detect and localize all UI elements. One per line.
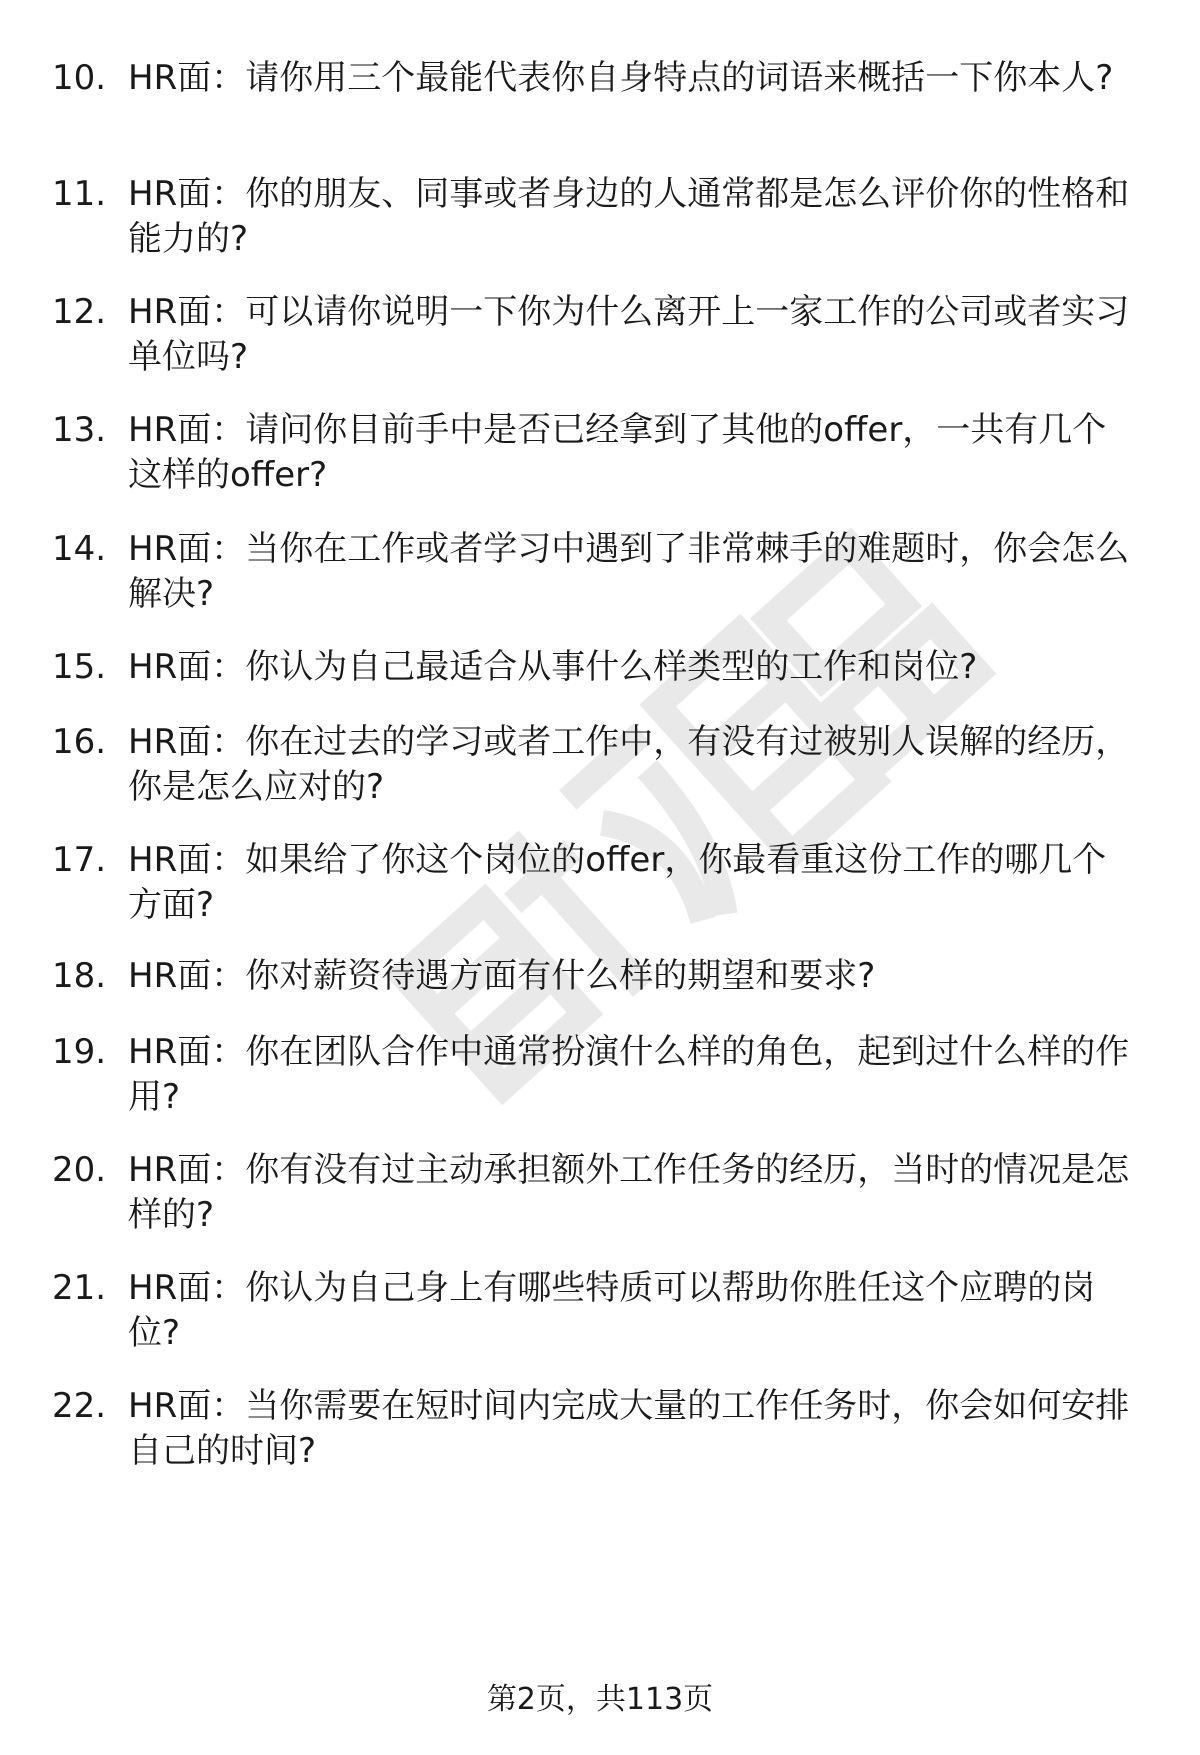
question-number: 16. — [52, 722, 107, 762]
question-text: HR面：当你需要在短时间内完成大量的工作任务时，你会如何安排自己的时间? — [128, 1386, 1130, 1471]
question-number: 14. — [52, 529, 107, 569]
question-text: HR面：你有没有过主动承担额外工作任务的经历，当时的情况是怎样的? — [128, 1150, 1130, 1235]
question-text: HR面：你的朋友、同事或者身边的人通常都是怎么评价你的性格和能力的? — [128, 174, 1130, 259]
question-number: 22. — [52, 1386, 107, 1426]
page-footer: 第2页，共113页 — [486, 1682, 714, 1717]
question-number: 19. — [52, 1032, 107, 1072]
question-text: HR面：你认为自己身上有哪些特质可以帮助你胜任这个应聘的岗位? — [128, 1268, 1096, 1353]
question-text: HR面：可以请你说明一下你为什么离开上一家工作的公司或者实习单位吗? — [128, 292, 1130, 377]
question-text: HR面：你对薪资待遇方面有什么样的期望和要求? — [128, 956, 876, 996]
question-number: 20. — [52, 1150, 107, 1190]
question-text: HR面：请问你目前手中是否已经拿到了其他的offer，一共有几个这样的offer? — [128, 410, 1107, 495]
question-number: 12. — [52, 292, 107, 332]
question-number: 10. — [52, 58, 107, 98]
question-number: 21. — [52, 1268, 107, 1308]
question-text: HR面：你在过去的学习或者工作中，有没有过被别人误解的经历，你是怎么应对的? — [128, 722, 1130, 807]
question-number: 18. — [52, 956, 107, 996]
question-text: HR面：当你在工作或者学习中遇到了非常棘手的难题时，你会怎么解决? — [128, 529, 1130, 614]
question-number: 11. — [52, 174, 107, 214]
question-text: HR面：你认为自己最适合从事什么样类型的工作和岗位? — [128, 647, 978, 687]
question-text: HR面：如果给了你这个岗位的offer，你最看重这份工作的哪几个方面? — [128, 840, 1107, 925]
question-text: HR面：请你用三个最能代表你自身特点的词语来概括一下你本人? — [128, 58, 1114, 98]
question-number: 15. — [52, 647, 107, 687]
question-text: HR面：你在团队合作中通常扮演什么样的角色，起到过什么样的作用? — [128, 1032, 1130, 1117]
question-number: 13. — [52, 410, 107, 450]
question-number: 17. — [52, 840, 107, 880]
